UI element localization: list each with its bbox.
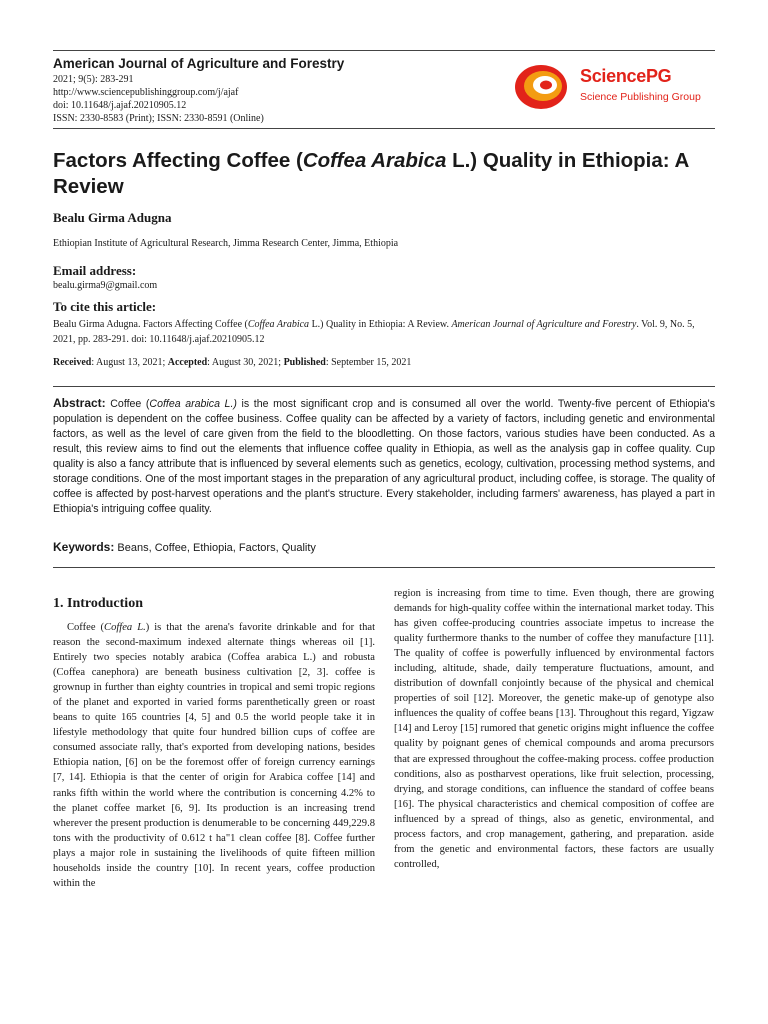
abstract-label: Abstract: <box>53 396 106 410</box>
sciencepg-logo <box>512 62 712 112</box>
header-rule <box>53 50 715 51</box>
article-title: Factors Affecting Coffee (Coffea Arabica L.) Quality in Ethiopia: A Review <box>53 149 689 198</box>
citation-text: Bealu Girma Adugna. Factors Affecting Coffee (Coffea Arabica L.) Quality in Ethiopia: A Review. American Journal of Agriculture and Forestry. Vol. 9, No. 5, 2021, pp. 283-291. doi: 10.11648/j.ajaf.20210905.12 <box>53 319 695 345</box>
author-email[interactable]: bealu.girma9@gmail.com <box>53 280 158 291</box>
abstract-rule <box>53 386 715 387</box>
keywords-list: Beans, Coffee, Ethiopia, Factors, Quality <box>114 542 316 554</box>
dates-line: Received: August 13, 2021; Accepted: August 30, 2021; Published: September 15, 2021 <box>53 357 412 368</box>
intro-right-column <box>394 586 714 872</box>
author-name: Bealu Girma Adugna <box>53 210 172 225</box>
intro-left-column <box>53 620 375 891</box>
keywords <box>53 540 316 554</box>
section-heading-introduction: 1. Introduction <box>53 596 143 611</box>
volume-line: 2021; 9(5): 283-291 <box>53 74 134 85</box>
abstract: Abstract: Coffee (Coffea arabica L.) is the most significant crop and is consumed all over the world. Twenty-five percent of Ethiopia's population is dependent on the coffee business. Coffee quality can be affected by a variety of factors, including genetic and environmental factors, as well as the level of care given from the field to the bloodletting. On those factors, various studies have been conducted. As a result, this review aims to find out the elements that influence coffee quality in Ethiopia, as well as the analysis gap in coffee quality. Cup quality is also a fancy attribute that is influenced by several elements such as genetics, ecology, cultivation, processing method systems, and storage conditions. One of the most important stages in the preparation of any agricultural product, including coffee, is storage. The quality of coffee is affected by post-harvest operations and the plant's structure. Every stakeholder, including farmers' awareness, has played a part in Ethiopia's intriguing coffee quality. <box>53 396 715 515</box>
logo-subtitle: Science Publishing Group <box>580 91 701 103</box>
sciencepg-swirl-icon <box>512 62 570 112</box>
intro-paragraph-2: region is increasing from time to time. Even though, there are growing demands for high-quality coffee within the international market today. This has given coffee-producing countries associate impetus to increase the quality furthermore thanks to the number of coffee they manufacture [11]. The quality of coffee is powerfully influenced by environmental factors including, altitude, shade, daily temperature fluctuations, amount, and distribution of downfall conjointly because of the physical and chemical properties of soil [12]. Moreover, the genetic make-up of genotype also influences the quality of coffee beans [13]. Throughout this regard, Yigzaw [14] and Leroy [15] rumored that genetic origins might influence the coffee quality by poignant genes of chemical compounds and aroma precursors that are expressed throughout the coffee-making process. coffee production conditions, also as postharvest operations, like fruit selection, processing, drying, and storage conditions, can influence the standard of coffee beans [16]. The physical characteristics and chemical composition of coffee are influenced by a spread of things, also as genetic, environmental, and process factors, and crop management, gathering, and preparation. aside from the genetic and environmental factors, these factors are usually controlled, <box>394 588 714 870</box>
intro-paragraph-1: Coffee (Coffea L.) is that the arena's favorite drinkable and for that reason the second-maximum indexed alternate things whereas oil [1]. Entirely two species notably arabica (Coffea arabica L.) and robusta (Coffea canephora) are beneath business cultivation [2, 3]. coffee is grownup in further than eighty countries in tropical and semi tropic regions of the planet and exported in varied forms parenthetically green or roast beans to quite 165 countries [4, 5] and 0.5 the world people take it in lifestyle methodology that quite four hundred billion cups of coffee are consumed associate rally, that's exported from developing nations, besides Ethiopia nation, [6] on be the foremost offer of foreign currency earnings [7, 14]. Ethiopia is that the center of origin for Arabica coffee [14] and ranks fifth within the world where the contribution is concerning 4.2% to the planet coffee market [6, 9]. Its production is an increasing trend wherever the present production is denumerable to be concerning 449,229.8 tons with the productivity of 0.612 t ha"1 clean coffee [8]. Coffee further plays a major role in sustaining the livelihoods of quite fifteen million households inside the country [10]. In recent years, coffee production within the <box>53 622 375 889</box>
keywords-rule <box>53 567 715 568</box>
keywords-label: Keywords: <box>53 540 115 554</box>
header-bottom-rule <box>53 128 715 129</box>
journal-url[interactable]: http://www.sciencepublishinggroup.com/j/ajaf <box>53 87 239 98</box>
doi-line: doi: 10.11648/j.ajaf.20210905.12 <box>53 100 187 111</box>
affiliation: Ethiopian Institute of Agricultural Research, Jimma Research Center, Jimma, Ethiopia <box>53 238 399 249</box>
cite-heading: To cite this article: <box>53 299 157 314</box>
issn-line: ISSN: 2330-8583 (Print); ISSN: 2330-8591 (Online) <box>53 113 264 124</box>
email-heading: Email address: <box>53 263 137 278</box>
logo-title: SciencePG <box>580 66 672 86</box>
journal-name: American Journal of Agriculture and Forestry <box>53 56 345 71</box>
